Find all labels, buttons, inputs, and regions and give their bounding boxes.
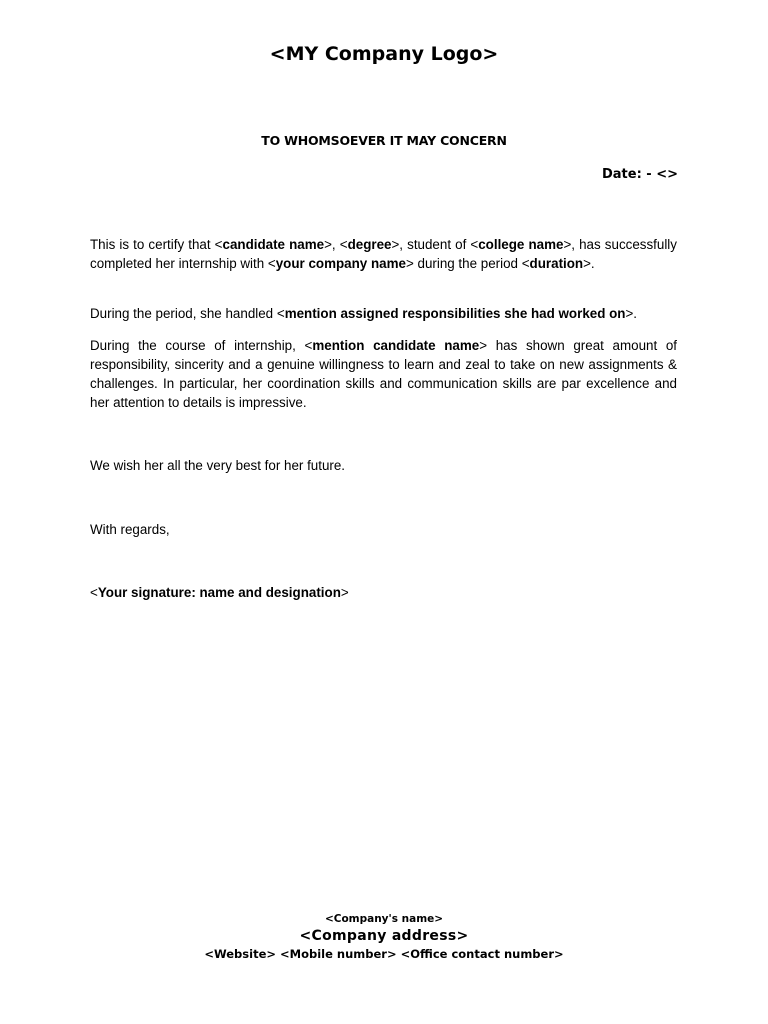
footer-contact-line: <Website> <Mobile number> <Office contact number> (204, 947, 564, 961)
text-segment: >. (625, 306, 638, 321)
candidate-name-placeholder: candidate name (222, 237, 325, 252)
footer-company-name: <Company's name> (324, 913, 444, 925)
responsibilities-placeholder: mention assigned responsibilities she had worked on (284, 306, 626, 321)
college-name-placeholder: college name (478, 237, 564, 252)
text-segment: >, student of < (391, 237, 479, 252)
performance-paragraph (90, 336, 677, 412)
footer-company-address: <Company address> (299, 928, 469, 944)
closing-regards: With regards, (90, 522, 170, 537)
company-logo-placeholder: <MY Company Logo> (269, 43, 499, 65)
duration-placeholder: duration (529, 256, 584, 271)
text-segment: During the period, she handled < (90, 306, 285, 321)
text-segment: > (340, 585, 349, 600)
signature-placeholder: Your signature: name and designation (97, 585, 341, 600)
wishes-paragraph: We wish her all the very best for her future. (90, 458, 346, 473)
salutation-heading: TO WHOMSOEVER IT MAY CONCERN (261, 133, 507, 148)
text-segment: This is to certify that < (90, 237, 223, 252)
text-segment: > during the period < (405, 256, 530, 271)
text-segment: >. (583, 256, 595, 271)
company-name-placeholder: your company name (275, 256, 406, 271)
text-segment: < (90, 585, 98, 600)
text-segment: During the course of internship, < (90, 338, 313, 353)
certification-paragraph (90, 235, 677, 273)
candidate-name-placeholder: mention candidate name (312, 338, 480, 353)
text-segment: >, < (324, 237, 348, 252)
responsibilities-paragraph (90, 304, 677, 323)
date-line: Date: - <> (601, 167, 678, 182)
text-segment: >, has successfully completed her internship with < (90, 237, 677, 271)
signature-line (90, 583, 677, 602)
text-segment: > has shown great amount of responsibility, sincerity and a genuine willingness to learn and zeal to take on new assignments & challenges. In particular, her coordination skills and communication skills are par excellence and her attention to details is impressive. (90, 338, 678, 410)
degree-placeholder: degree (347, 237, 392, 252)
